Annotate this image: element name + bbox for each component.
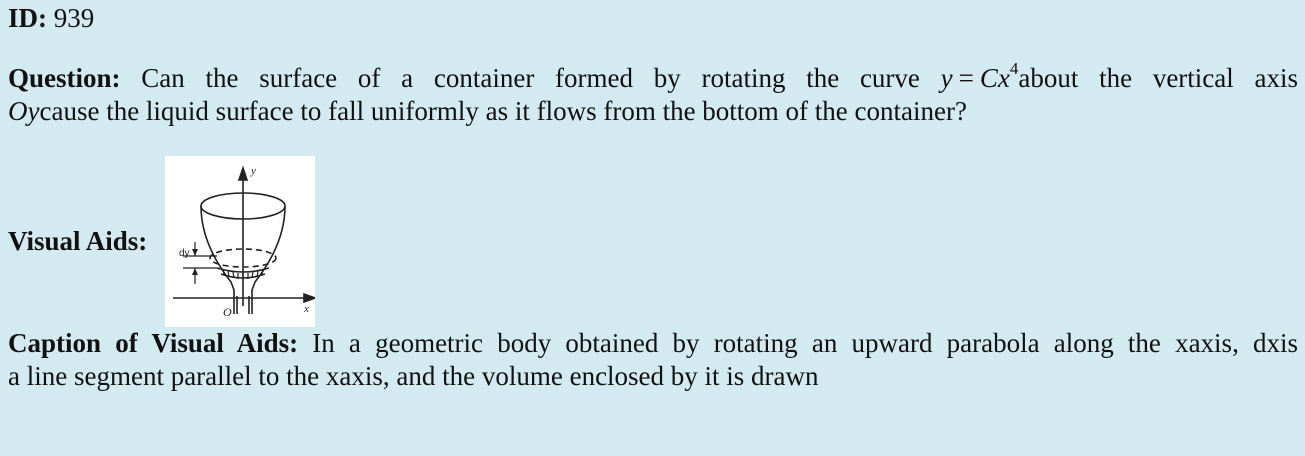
figure-svg — [165, 156, 315, 327]
caption-line-2: a line segment parallel to the xaxis, and the volume enclosed by it is drawn — [8, 361, 819, 391]
question-label: Question: — [8, 63, 121, 93]
id-line — [8, 2, 94, 35]
x-axis-label: x — [304, 303, 309, 315]
y-axis-arrow — [239, 168, 247, 180]
question-text-line2: cause the liquid surface to fall uniformly as it flows from the bottom of the container? — [39, 96, 967, 126]
origin-label: O — [223, 305, 232, 319]
math-cx: Cx — [979, 63, 1010, 93]
question-line-2 — [8, 95, 967, 128]
visual-aids-label: Visual Aids: — [8, 226, 148, 256]
question-math-equation — [940, 59, 1019, 93]
caption-label: Caption of Visual Aids: — [8, 328, 299, 358]
caption-text-line1: In a geometric body obtained by rotating an upward parabola along the xaxis, dxis — [312, 328, 1298, 358]
y-axis-label: y — [251, 165, 256, 177]
math-exponent: 4 — [1009, 59, 1019, 78]
question-text-after: about the vertical axis — [1018, 63, 1299, 93]
math-oy: Oy — [8, 96, 40, 126]
container-figure — [165, 156, 315, 327]
caption-line-1 — [8, 327, 1298, 360]
math-equals: = — [958, 63, 974, 93]
math-y: y — [940, 63, 953, 93]
x-axis-arrow — [304, 294, 315, 302]
id-label: ID: — [8, 3, 47, 33]
question-line-1 — [8, 59, 1299, 95]
id-value: 939 — [53, 3, 95, 33]
dy-label: dy — [179, 248, 190, 259]
question-text-before: Can the surface of a container formed by rotating the curve — [141, 63, 920, 93]
